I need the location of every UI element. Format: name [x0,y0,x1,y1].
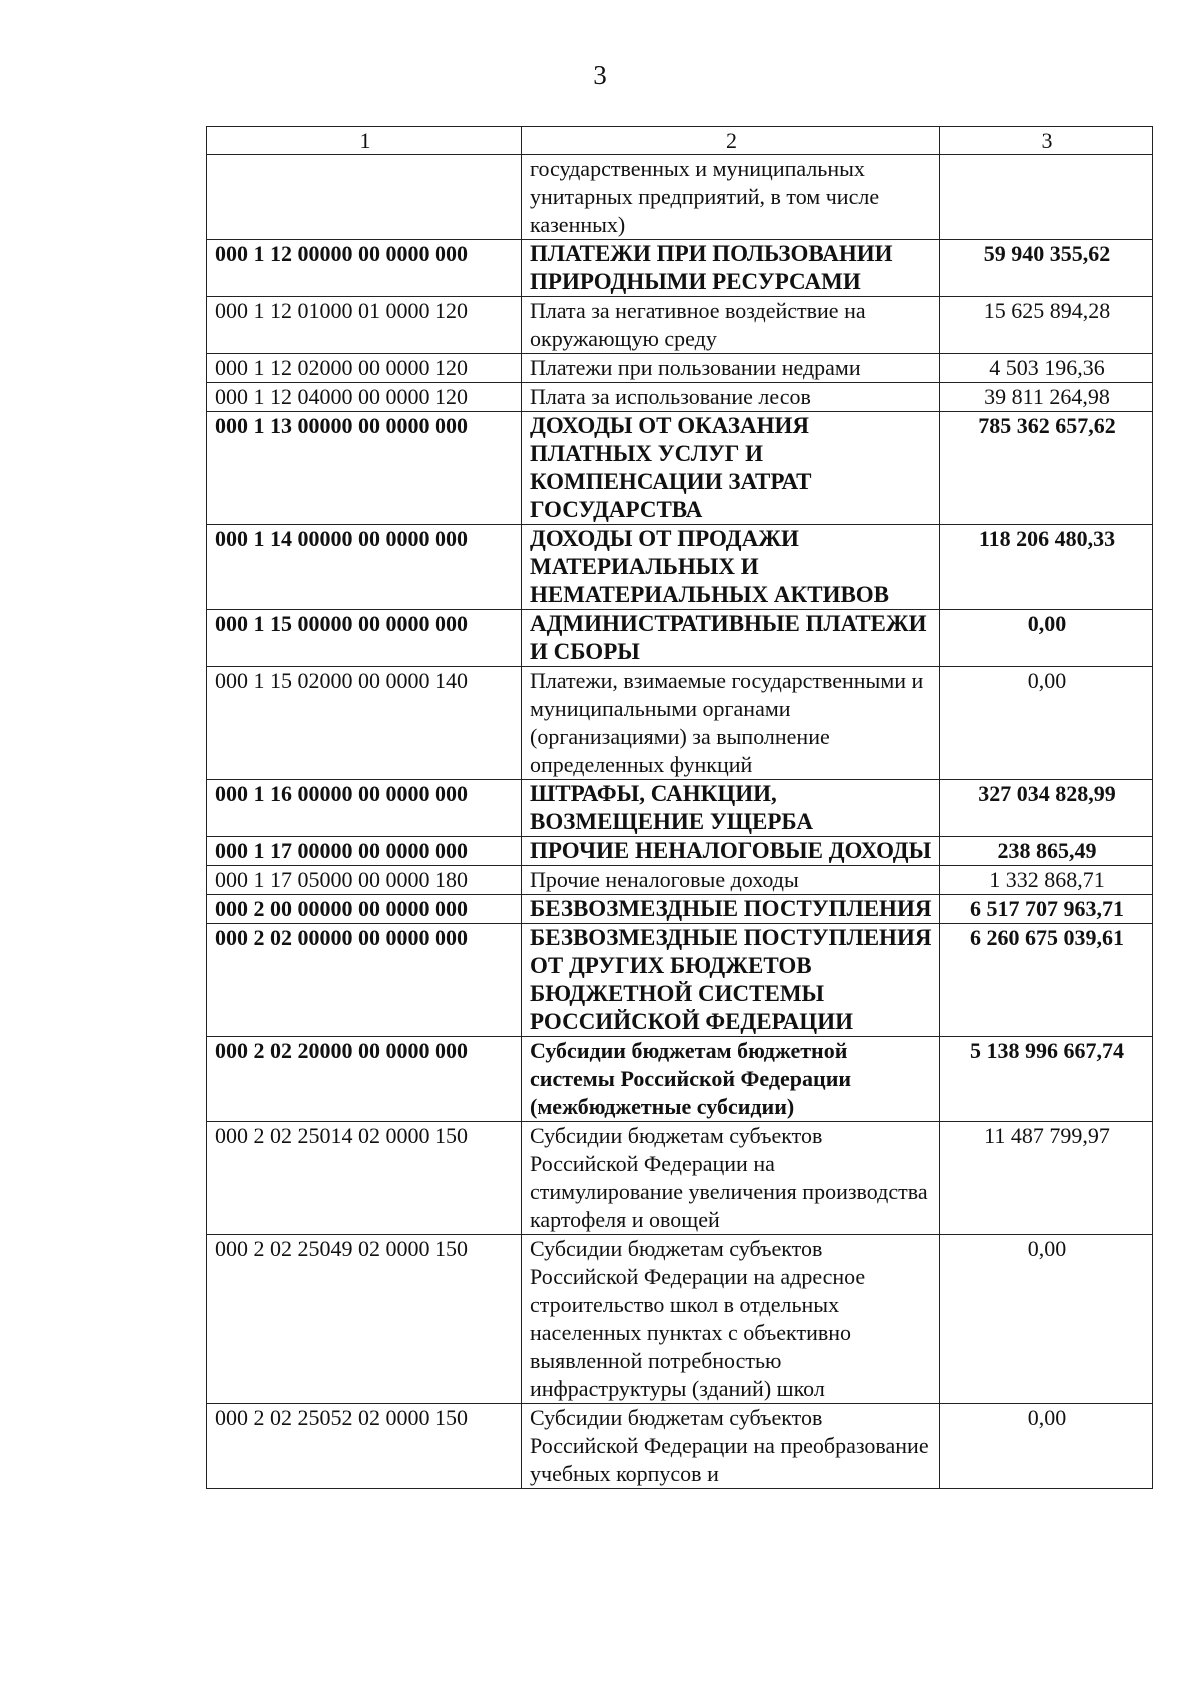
table-row [207,837,1153,866]
table-row [207,525,1153,610]
revenue-item-name: ДОХОДЫ ОТ ПРОДАЖИ МАТЕРИАЛЬНЫХ И НЕМАТЕРИАЛЬНЫХ АКТИВОВ [522,525,940,610]
table-row [207,895,1153,924]
table-row [207,610,1153,667]
budget-classification-code: 000 1 15 00000 00 0000 000 [207,610,522,667]
table-row [207,155,1153,240]
table-row [207,1235,1153,1404]
revenue-amount: 785 362 657,62 [940,412,1153,525]
revenue-amount [940,155,1153,240]
revenue-item-name: Субсидии бюджетам субъектов Российской Федерации на адресное строительство школ в отдельных населенных пунктах с объективно выявленной потребностью инфраструктуры (зданий) школ [522,1235,940,1404]
table-row [207,1122,1153,1235]
budget-classification-code: 000 2 00 00000 00 0000 000 [207,895,522,924]
table-row [207,866,1153,895]
revenue-amount: 6 260 675 039,61 [940,924,1153,1037]
revenue-amount: 0,00 [940,667,1153,780]
page-number: 3 [593,60,607,90]
budget-classification-code: 000 1 17 05000 00 0000 180 [207,866,522,895]
table-body [207,155,1153,1489]
budget-classification-code: 000 1 17 00000 00 0000 000 [207,837,522,866]
revenue-item-name: ШТРАФЫ, САНКЦИИ, ВОЗМЕЩЕНИЕ УЩЕРБА [522,780,940,837]
budget-classification-code: 000 1 13 00000 00 0000 000 [207,412,522,525]
budget-classification-code: 000 1 12 00000 00 0000 000 [207,240,522,297]
budget-revenue-table [206,126,1153,1489]
table-row [207,354,1153,383]
budget-classification-code: 000 1 12 01000 01 0000 120 [207,297,522,354]
budget-classification-code [207,155,522,240]
budget-classification-code: 000 1 12 04000 00 0000 120 [207,383,522,412]
revenue-amount: 327 034 828,99 [940,780,1153,837]
revenue-item-name: Платежи, взимаемые государственными и муниципальными органами (организациями) за выполнение определенных функций [522,667,940,780]
revenue-amount: 15 625 894,28 [940,297,1153,354]
revenue-item-name: Плата за использование лесов [522,383,940,412]
revenue-item-name: Субсидии бюджетам субъектов Российской Федерации на преобразование учебных корпусов и [522,1404,940,1489]
table-row [207,1037,1153,1122]
revenue-item-name: Плата за негативное воздействие на окружающую среду [522,297,940,354]
table-row [207,383,1153,412]
budget-classification-code: 000 1 15 02000 00 0000 140 [207,667,522,780]
revenue-amount: 59 940 355,62 [940,240,1153,297]
table-row [207,780,1153,837]
table-row [207,1404,1153,1489]
budget-classification-code: 000 2 02 25014 02 0000 150 [207,1122,522,1235]
revenue-item-name: ПЛАТЕЖИ ПРИ ПОЛЬЗОВАНИИ ПРИРОДНЫМИ РЕСУРСАМИ [522,240,940,297]
revenue-item-name: БЕЗВОЗМЕЗДНЫЕ ПОСТУПЛЕНИЯ ОТ ДРУГИХ БЮДЖЕТОВ БЮДЖЕТНОЙ СИСТЕМЫ РОССИЙСКОЙ ФЕДЕРАЦИИ [522,924,940,1037]
revenue-amount: 4 503 196,36 [940,354,1153,383]
revenue-amount: 5 138 996 667,74 [940,1037,1153,1122]
budget-classification-code: 000 2 02 25052 02 0000 150 [207,1404,522,1489]
budget-classification-code: 000 1 14 00000 00 0000 000 [207,525,522,610]
revenue-amount: 0,00 [940,1235,1153,1404]
revenue-item-name: ДОХОДЫ ОТ ОКАЗАНИЯ ПЛАТНЫХ УСЛУГ И КОМПЕНСАЦИИ ЗАТРАТ ГОСУДАРСТВА [522,412,940,525]
revenue-amount: 11 487 799,97 [940,1122,1153,1235]
table-row [207,412,1153,525]
table-row [207,297,1153,354]
budget-classification-code: 000 2 02 00000 00 0000 000 [207,924,522,1037]
revenue-item-name: государственных и муниципальных унитарных предприятий, в том числе казенных) [522,155,940,240]
revenue-amount: 1 332 868,71 [940,866,1153,895]
budget-classification-code: 000 1 12 02000 00 0000 120 [207,354,522,383]
table-header-row [207,127,1153,155]
revenue-item-name: Субсидии бюджетам бюджетной системы Российской Федерации (межбюджетные субсидии) [522,1037,940,1122]
table-row [207,240,1153,297]
table-row [207,924,1153,1037]
budget-classification-code: 000 2 02 25049 02 0000 150 [207,1235,522,1404]
revenue-amount: 238 865,49 [940,837,1153,866]
revenue-item-name: ПРОЧИЕ НЕНАЛОГОВЫЕ ДОХОДЫ [522,837,940,866]
column-header-amount: 3 [940,127,1153,155]
revenue-item-name: Прочие неналоговые доходы [522,866,940,895]
revenue-item-name: АДМИНИСТРАТИВНЫЕ ПЛАТЕЖИ И СБОРЫ [522,610,940,667]
revenue-amount: 0,00 [940,610,1153,667]
revenue-item-name: Субсидии бюджетам субъектов Российской Федерации на стимулирование увеличения производства картофеля и овощей [522,1122,940,1235]
budget-classification-code: 000 2 02 20000 00 0000 000 [207,1037,522,1122]
revenue-amount: 0,00 [940,1404,1153,1489]
column-header-name: 2 [522,127,940,155]
revenue-item-name: БЕЗВОЗМЕЗДНЫЕ ПОСТУПЛЕНИЯ [522,895,940,924]
revenue-amount: 6 517 707 963,71 [940,895,1153,924]
revenue-amount: 118 206 480,33 [940,525,1153,610]
table-row [207,667,1153,780]
revenue-amount: 39 811 264,98 [940,383,1153,412]
column-header-code: 1 [207,127,522,155]
revenue-item-name: Платежи при пользовании недрами [522,354,940,383]
budget-classification-code: 000 1 16 00000 00 0000 000 [207,780,522,837]
